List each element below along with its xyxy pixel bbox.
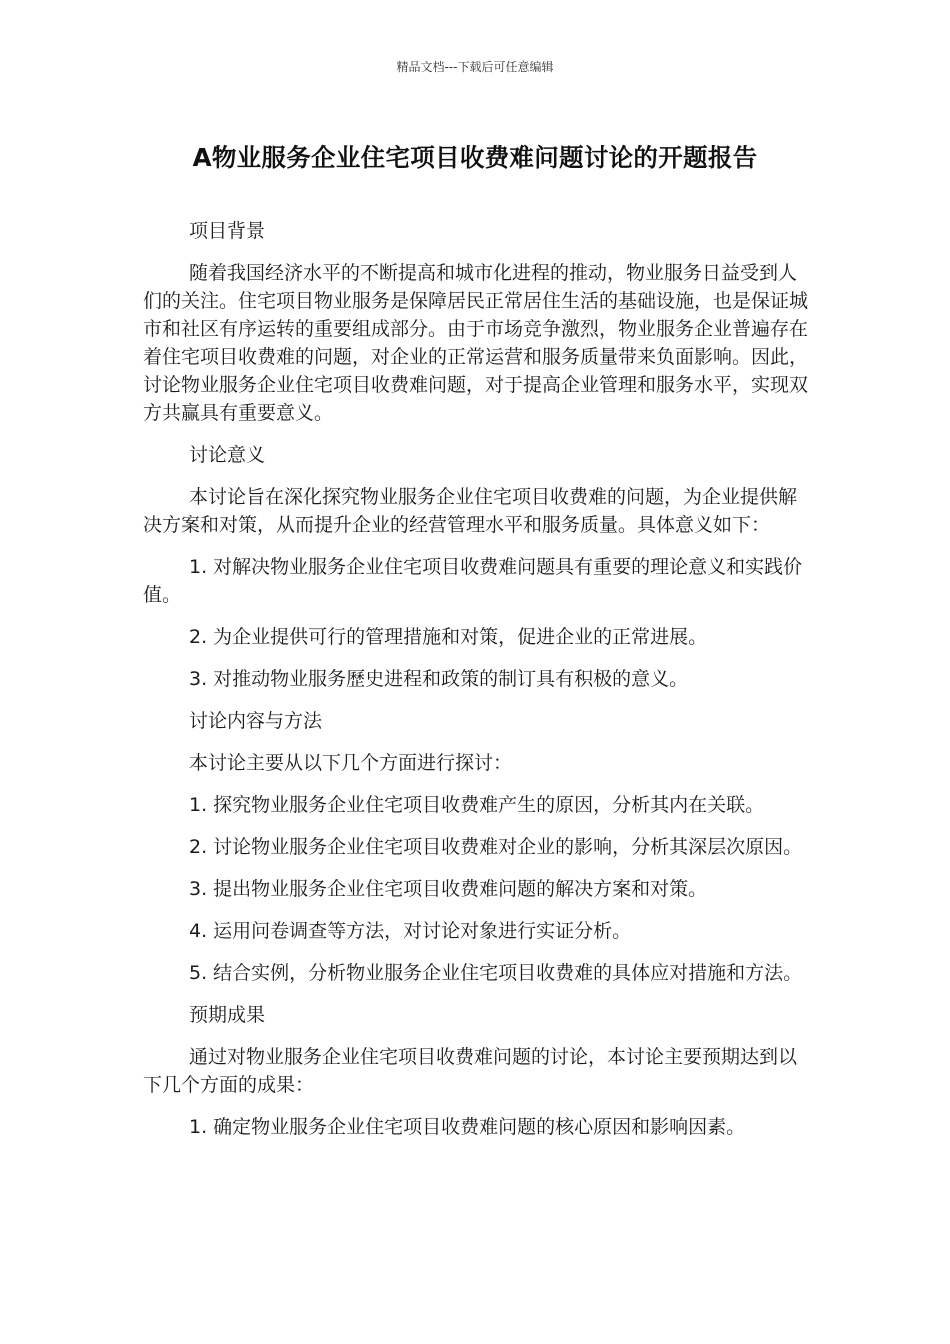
list-item: 1. 确定物业服务企业住宅项目收费难问题的核心原因和影响因素。 xyxy=(189,1116,746,1138)
header-note: 精品文档---下载后可任意编辑 xyxy=(396,60,554,74)
list-item: 4. 运用问卷调查等方法，对讨论对象进行实证分析。 xyxy=(189,920,632,942)
paragraph-significance: 本讨论旨在深化探究物业服务企业住宅项目收费难的问题，为企业提供解决方案和对策，从而提升企业的经营管理水平和服务质量。具体意义如下： xyxy=(143,486,798,536)
section-heading-significance: 讨论意义 xyxy=(189,444,266,466)
list-item: 2. 为企业提供可行的管理措施和对策，促进企业的正常进展。 xyxy=(189,626,708,648)
paragraph-content-intro: 本讨论主要从以下几个方面进行探讨： xyxy=(189,752,513,774)
document-body xyxy=(143,217,808,1155)
list-item: 3. 对推动物业服务歷史进程和政策的制订具有积极的意义。 xyxy=(189,668,689,690)
list-item: 2. 讨论物业服务企业住宅项目收费难对企业的影响，分析其深层次原因。 xyxy=(189,836,803,858)
list-item: 1. 对解决物业服务企业住宅项目收费难问题具有重要的理论意义和实践价值。 xyxy=(143,556,803,606)
section-heading-content-methods: 讨论内容与方法 xyxy=(189,710,323,732)
section-heading-expected-results: 预期成果 xyxy=(189,1004,266,1026)
paragraph-background: 随着我国经济水平的不断提高和城市化进程的推动，物业服务日益受到人们的关注。住宅项目物业服务是保障居民正常居住生活的基础设施，也是保证城市和社区有序运转的重要组成部分。由于市场竞争激烈，物业服务企业普遍存在着住宅项目收费难的问题，对企业的正常运营和服务质量带来负面影响。因此，讨论物业服务企业住宅项目收费难问题，对于提高企业管理和服务水平，实现双方共赢具有重要意义。 xyxy=(143,262,809,424)
paragraph-expected-results: 通过对物业服务企业住宅项目收费难问题的讨论，本讨论主要预期达到以下几个方面的成果： xyxy=(143,1046,798,1096)
list-item: 3. 提出物业服务企业住宅项目收费难问题的解决方案和对策。 xyxy=(189,878,708,900)
document-title: A物业服务企业住宅项目收费难问题讨论的开题报告 xyxy=(192,143,758,172)
list-item: 1. 探究物业服务企业住宅项目收费难产生的原因，分析其内在关联。 xyxy=(189,794,765,816)
section-heading-background: 项目背景 xyxy=(189,220,266,242)
list-item: 5. 结合实例，分析物业服务企业住宅项目收费难的具体应对措施和方法。 xyxy=(189,962,803,984)
